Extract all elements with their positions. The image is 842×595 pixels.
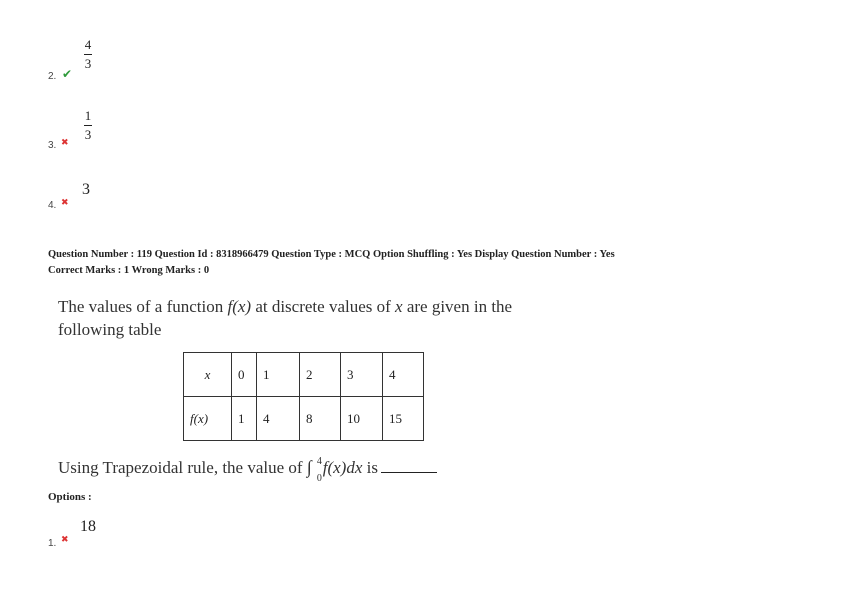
- option-number: 1.: [48, 538, 57, 549]
- check-icon: ✔: [62, 67, 73, 81]
- x-symbol: x: [395, 297, 403, 316]
- cross-icon: ✖: [61, 535, 69, 545]
- options-label: Options :: [48, 491, 92, 503]
- integral-lower-limit: 0: [316, 473, 322, 484]
- cross-icon: ✖: [61, 138, 69, 148]
- table-cell: 8: [300, 397, 341, 441]
- table-cell: 3: [341, 353, 383, 397]
- table-row: [184, 353, 424, 397]
- option-value: 18: [80, 518, 96, 535]
- table-cell: 4: [257, 397, 300, 441]
- table-cell: 2: [300, 353, 341, 397]
- question-text-line1: The values of a function f(x) at discrete values of x are given in the: [58, 297, 513, 316]
- question-meta-line1: Question Number : 119 Question Id : 8318966479 Question Type : MCQ Option Shuffling : Yes Display Question Number : Yes: [48, 249, 615, 260]
- table-cell: 4: [383, 353, 424, 397]
- option-value: 3: [82, 181, 90, 198]
- question-text-line3: Using Trapezoidal rule, the value of ∫ 0 4 f(x)dx is: [58, 456, 437, 479]
- table-row: [184, 397, 424, 441]
- fraction-value: 4 3: [84, 37, 92, 71]
- table-cell: 15: [383, 397, 424, 441]
- fx-symbol: f(x): [227, 297, 252, 316]
- question-meta-line2: Correct Marks : 1 Wrong Marks : 0: [48, 265, 210, 276]
- table-cell: 0: [232, 353, 257, 397]
- question-text-line2: following table: [58, 320, 162, 339]
- option-number: 4.: [48, 200, 57, 211]
- option-number: 2.: [48, 71, 57, 82]
- integral-symbol: ∫: [306, 457, 312, 477]
- cross-icon: ✖: [61, 198, 69, 208]
- table-cell: 10: [341, 397, 383, 441]
- table-cell: x: [184, 353, 232, 397]
- option-number: 3.: [48, 140, 57, 151]
- table-cell: 1: [232, 397, 257, 441]
- integrand: f(x)dx: [322, 458, 363, 477]
- fraction-value: 1 3: [84, 108, 92, 142]
- values-table: [183, 352, 424, 441]
- answer-blank: [381, 458, 437, 473]
- integral-upper-limit: 4: [316, 456, 322, 467]
- table-cell: 1: [257, 353, 300, 397]
- table-cell: f(x): [184, 397, 232, 441]
- integral-expression: [306, 456, 363, 484]
